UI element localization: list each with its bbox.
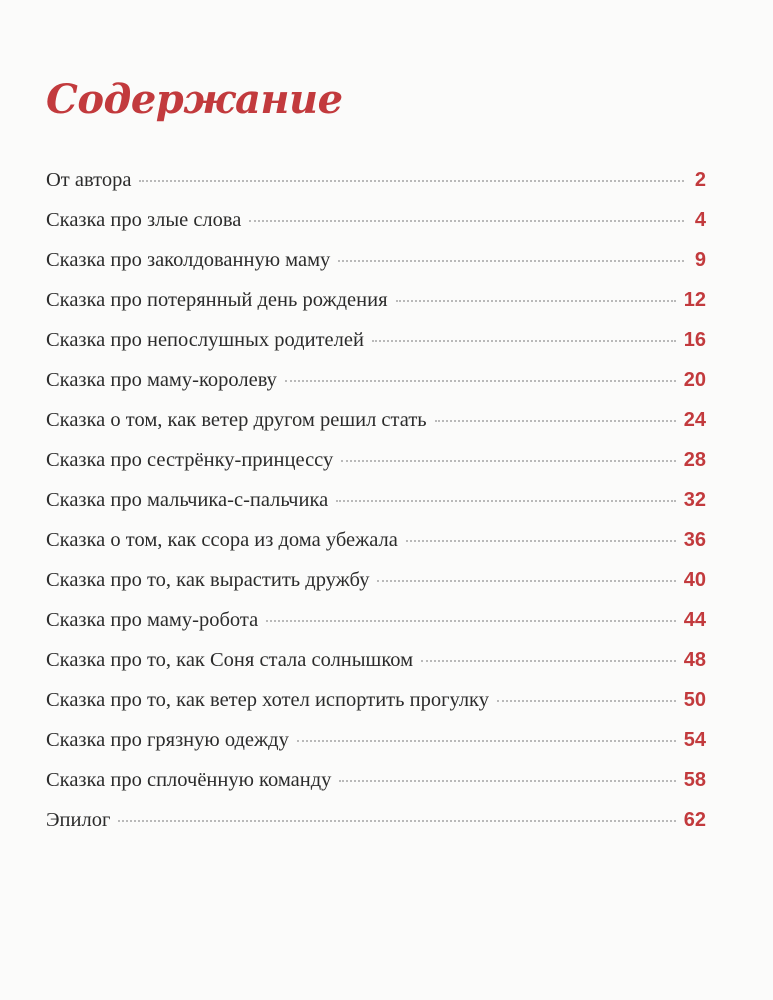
dot-leader	[406, 540, 676, 542]
toc-entry[interactable]	[46, 289, 706, 329]
dot-leader	[396, 300, 676, 302]
toc-entry[interactable]	[46, 649, 706, 689]
toc-entry-title: Сказка про грязную одежду	[46, 729, 289, 751]
dot-leader	[249, 220, 684, 222]
dot-leader	[297, 740, 676, 742]
toc-entry[interactable]	[46, 169, 706, 209]
toc-entry-page: 36	[683, 529, 706, 551]
toc-entry-page: 4	[694, 209, 706, 231]
toc-entry-title: От автора	[46, 169, 132, 191]
toc-list	[46, 169, 706, 849]
dot-leader	[377, 580, 675, 582]
toc-entry-page: 24	[683, 409, 706, 431]
toc-entry[interactable]	[46, 569, 706, 609]
dot-leader	[372, 340, 676, 342]
toc-entry-title: Сказка про мальчика-с-пальчика	[46, 489, 329, 511]
toc-entry[interactable]	[46, 729, 706, 769]
dot-leader	[118, 820, 675, 822]
toc-entry[interactable]	[46, 809, 706, 849]
toc-entry-page: 44	[683, 609, 706, 631]
toc-entry-page: 58	[683, 769, 706, 791]
toc-entry[interactable]	[46, 329, 706, 369]
toc-entry-page: 20	[683, 369, 706, 391]
toc-entry-title: Сказка про потерянный день рождения	[46, 289, 388, 311]
dot-leader	[336, 500, 676, 502]
toc-entry-title: Сказка про сплочённую команду	[46, 769, 332, 791]
toc-entry[interactable]	[46, 489, 706, 529]
toc-entry-title: Сказка про то, как вырастить дружбу	[46, 569, 370, 591]
toc-entry-page: 12	[683, 289, 706, 311]
toc-entry[interactable]	[46, 409, 706, 449]
toc-entry-title: Сказка про маму-робота	[46, 609, 259, 631]
toc-entry-page: 16	[683, 329, 706, 351]
toc-entry[interactable]	[46, 529, 706, 569]
dot-leader	[285, 380, 676, 382]
toc-entry-title: Сказка про то, как ветер хотел испортить прогулку	[46, 689, 489, 711]
toc-entry-page: 2	[694, 169, 706, 191]
toc-entry-page: 54	[683, 729, 706, 751]
dot-leader	[341, 460, 676, 462]
toc-entry-page: 62	[683, 809, 706, 831]
dot-leader	[338, 260, 684, 262]
toc-entry-title: Сказка про сестрёнку-принцессу	[46, 449, 334, 471]
toc-entry[interactable]	[46, 449, 706, 489]
toc-entry-title: Сказка про заколдованную маму	[46, 249, 331, 271]
toc-entry[interactable]	[46, 369, 706, 409]
toc-entry-page: 48	[683, 649, 706, 671]
toc-entry-page: 40	[683, 569, 706, 591]
toc-entry-title: Сказка о том, как ветер другом решил стать	[46, 409, 427, 431]
dot-leader	[139, 180, 684, 182]
dot-leader	[266, 620, 676, 622]
toc-entry-page: 50	[683, 689, 706, 711]
toc-entry[interactable]	[46, 209, 706, 249]
toc-entry-title: Сказка о том, как ссора из дома убежала	[46, 529, 398, 551]
toc-entry-page: 32	[683, 489, 706, 511]
dot-leader	[421, 660, 676, 662]
toc-entry-title: Сказка про злые слова	[46, 209, 242, 231]
toc-entry[interactable]	[46, 769, 706, 809]
toc-entry[interactable]	[46, 609, 706, 649]
dot-leader	[497, 700, 676, 702]
toc-entry-title: Сказка про маму-королеву	[46, 369, 277, 391]
toc-entry-title: Сказка про то, как Соня стала солнышком	[46, 649, 414, 671]
dot-leader	[339, 780, 675, 782]
toc-entry[interactable]	[46, 689, 706, 729]
toc-entry-title: Сказка про непослушных родителей	[46, 329, 364, 351]
toc-entry-page: 28	[683, 449, 706, 471]
toc-entry[interactable]	[46, 249, 706, 289]
toc-entry-page: 9	[694, 249, 706, 271]
page-title: Содержание	[46, 76, 343, 123]
toc-entry-title: Эпилог	[46, 809, 111, 831]
dot-leader	[435, 420, 676, 422]
